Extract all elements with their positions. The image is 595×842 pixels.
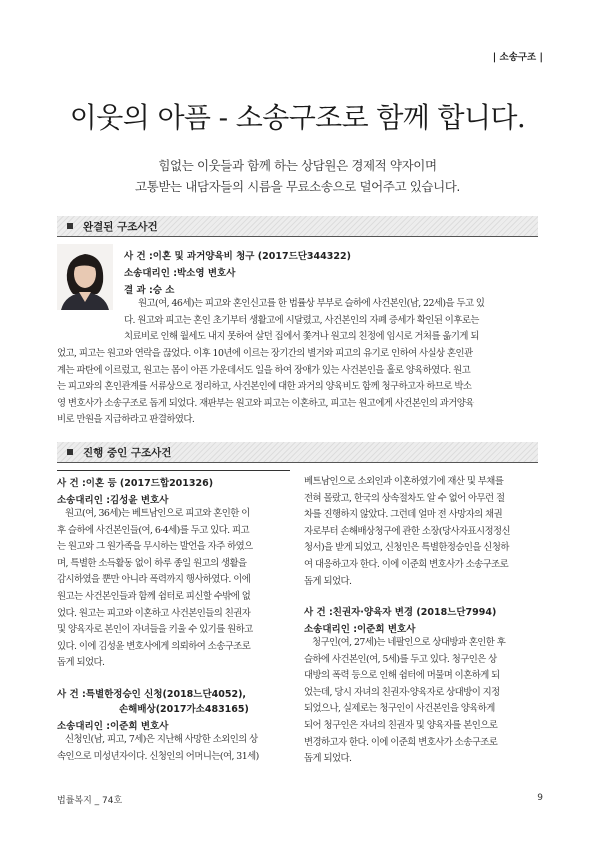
agent-info-3: 소송대리인 :이준희 변호사 [304, 624, 416, 635]
column-rule-left [57, 470, 290, 471]
case-info-completed: 사 건 :이혼 및 과거양육비 청구 (2017드단344322) [124, 251, 351, 262]
square-bullet-icon [67, 449, 73, 455]
agent-info-1: 소송대리인 :김성윤 변호사 [57, 495, 169, 506]
subtitle-line-2: 고통받는 내담자들의 시름을 무료소송으로 덜어주고 있습니다. [135, 179, 460, 194]
section-heading-ongoing: 진행 중인 구조사건 [83, 447, 172, 459]
page-title: 이웃의 아픔 - 소송구조로 함께 합니다. [69, 101, 526, 134]
case-info-1: 사 건 :이혼 등 (2017드합201326) [57, 478, 214, 489]
case-1-body: 원고(여, 36세)는 베트남인으로 피고와 혼인한 이 후 슬하에 사건본인들(여, 6·4세)를 두고 있다. 피고 는 원고와 그 원가족을 무시하는 발언을 자주 하였으 며, 특별한 소득활동 없이 하루 종일 원고의 생활을 감시하였을 뿐만 아니라 폭력까지 행사하였다. 이에 원고는 사건본인들과 함께 쉼터로 피신할 수밖에 없 었다. 원고는 피고와 이혼하고 사건본인들의 친권자 및 양육자로 본인이 자녀들을 키울 수 있기를 원하고 있다. 이에 김성윤 변호사에게 의뢰하여 소송구조로 돕게 되었다. [57, 508, 253, 669]
section-band-completed [57, 216, 538, 237]
completed-body-top: 원고(여, 46세)는 피고와 혼인신고를 한 법률상 부부로 슬하에 사건본인(남, 22세)을 두고 있 다. 원고와 피고는 혼인 초기부터 생활고에 시달렸고, 사건본인의 자폐 증세가 확인된 이후로는 치료비로 인해 월세도 내지 못하여 살던 집에서 쫓겨나 원고의 친정에 임시로 거처를 옮기게 되 [124, 298, 485, 343]
case-info-3: 사 건 :친권자·양육자 변경 (2018느단7994) [304, 607, 497, 618]
agent-info-2: 소송대리인 :이준희 변호사 [57, 721, 169, 732]
lawyer-photo [57, 244, 113, 310]
section-heading-completed: 완결된 구조사건 [83, 221, 158, 233]
footer-publication: 법률복지 _ 74호 [57, 796, 123, 806]
case-2-body: 신청인(남, 피고, 7세)은 지난해 사망한 소외인의 상 속인으로 미성년자이다. 신청인의 어머니는(여, 31세) [57, 734, 259, 762]
agent-info-completed: 소송대리인 :박소영 변호사 [124, 268, 236, 279]
page-number: 9 [537, 793, 543, 803]
section-tag: | 소송구조 | [492, 52, 543, 63]
subtitle-line-1: 힘없는 이웃들과 함께 하는 상담원은 경제적 약자이며 [158, 158, 437, 173]
square-bullet-icon [67, 223, 73, 229]
case-info-2-continued: 손해배상(2017가소483165) [119, 704, 249, 715]
case-2-body-continued: 베트남인으로 소외인과 이혼하였기에 재산 및 부채를 전혀 몰랐고, 한국의 상속절차도 알 수 없어 아무런 절 차를 진행하지 않았다. 그런데 얼마 전 사망자의 채권 자로부터 손해배상청구에 관한 소장(당사자표시정정신 청서)을 받게 되었고, 신청인은 특별한정승인을 신청하 여 대응하고자 한다. 이에 이준희 변호사가 소송구조로 돕게 되었다. [304, 476, 511, 587]
case-3-body: 청구인(여, 27세)는 네팔인으로 상대방과 혼인한 후 슬하에 사건본인(여, 5세)를 두고 있다. 청구인은 상 대방의 폭력 등으로 인해 쉼터에 머물며 이혼하게 되 었는데, 당시 자녀의 친권자·양육자로 상대방이 지정 되었으나, 실제로는 청구인이 사건본인을 양육하게 되어 청구인은 자녀의 친권자 및 양육자를 본인으로 변경하고자 한다. 이에 이준희 변호사가 소송구조로 돕게 되었다. [304, 637, 506, 765]
result-info-completed: 결 과 :승 소 [124, 285, 175, 296]
completed-body-bottom: 었고, 피고는 원고와 연락을 끊었다. 이후 10년에 이르는 장기간의 별거와 피고의 유기로 인하여 사실상 혼인관 계는 파탄에 이르렀고, 원고는 몸이 아픈 가운데서도 일을 하여 장애가 있는 사건본인을 홀로 양육하였다. 원고 는 피고와의 혼인관계를 서류상으로 정리하고, 사건본인에 대한 과거의 양육비도 함께 청구하고자 하므로 박소 영 변호사가 소송구조로 돕게 되었다. 재판부는 원고와 피고는 이혼하고, 피고는 원고에게 사건본인의 과거양육 비로 만원을 지급하라고 판결하였다. [57, 348, 474, 426]
section-band-ongoing [57, 442, 538, 463]
case-info-2: 사 건 :특별한정승인 신청(2018느단4052), [57, 689, 247, 700]
